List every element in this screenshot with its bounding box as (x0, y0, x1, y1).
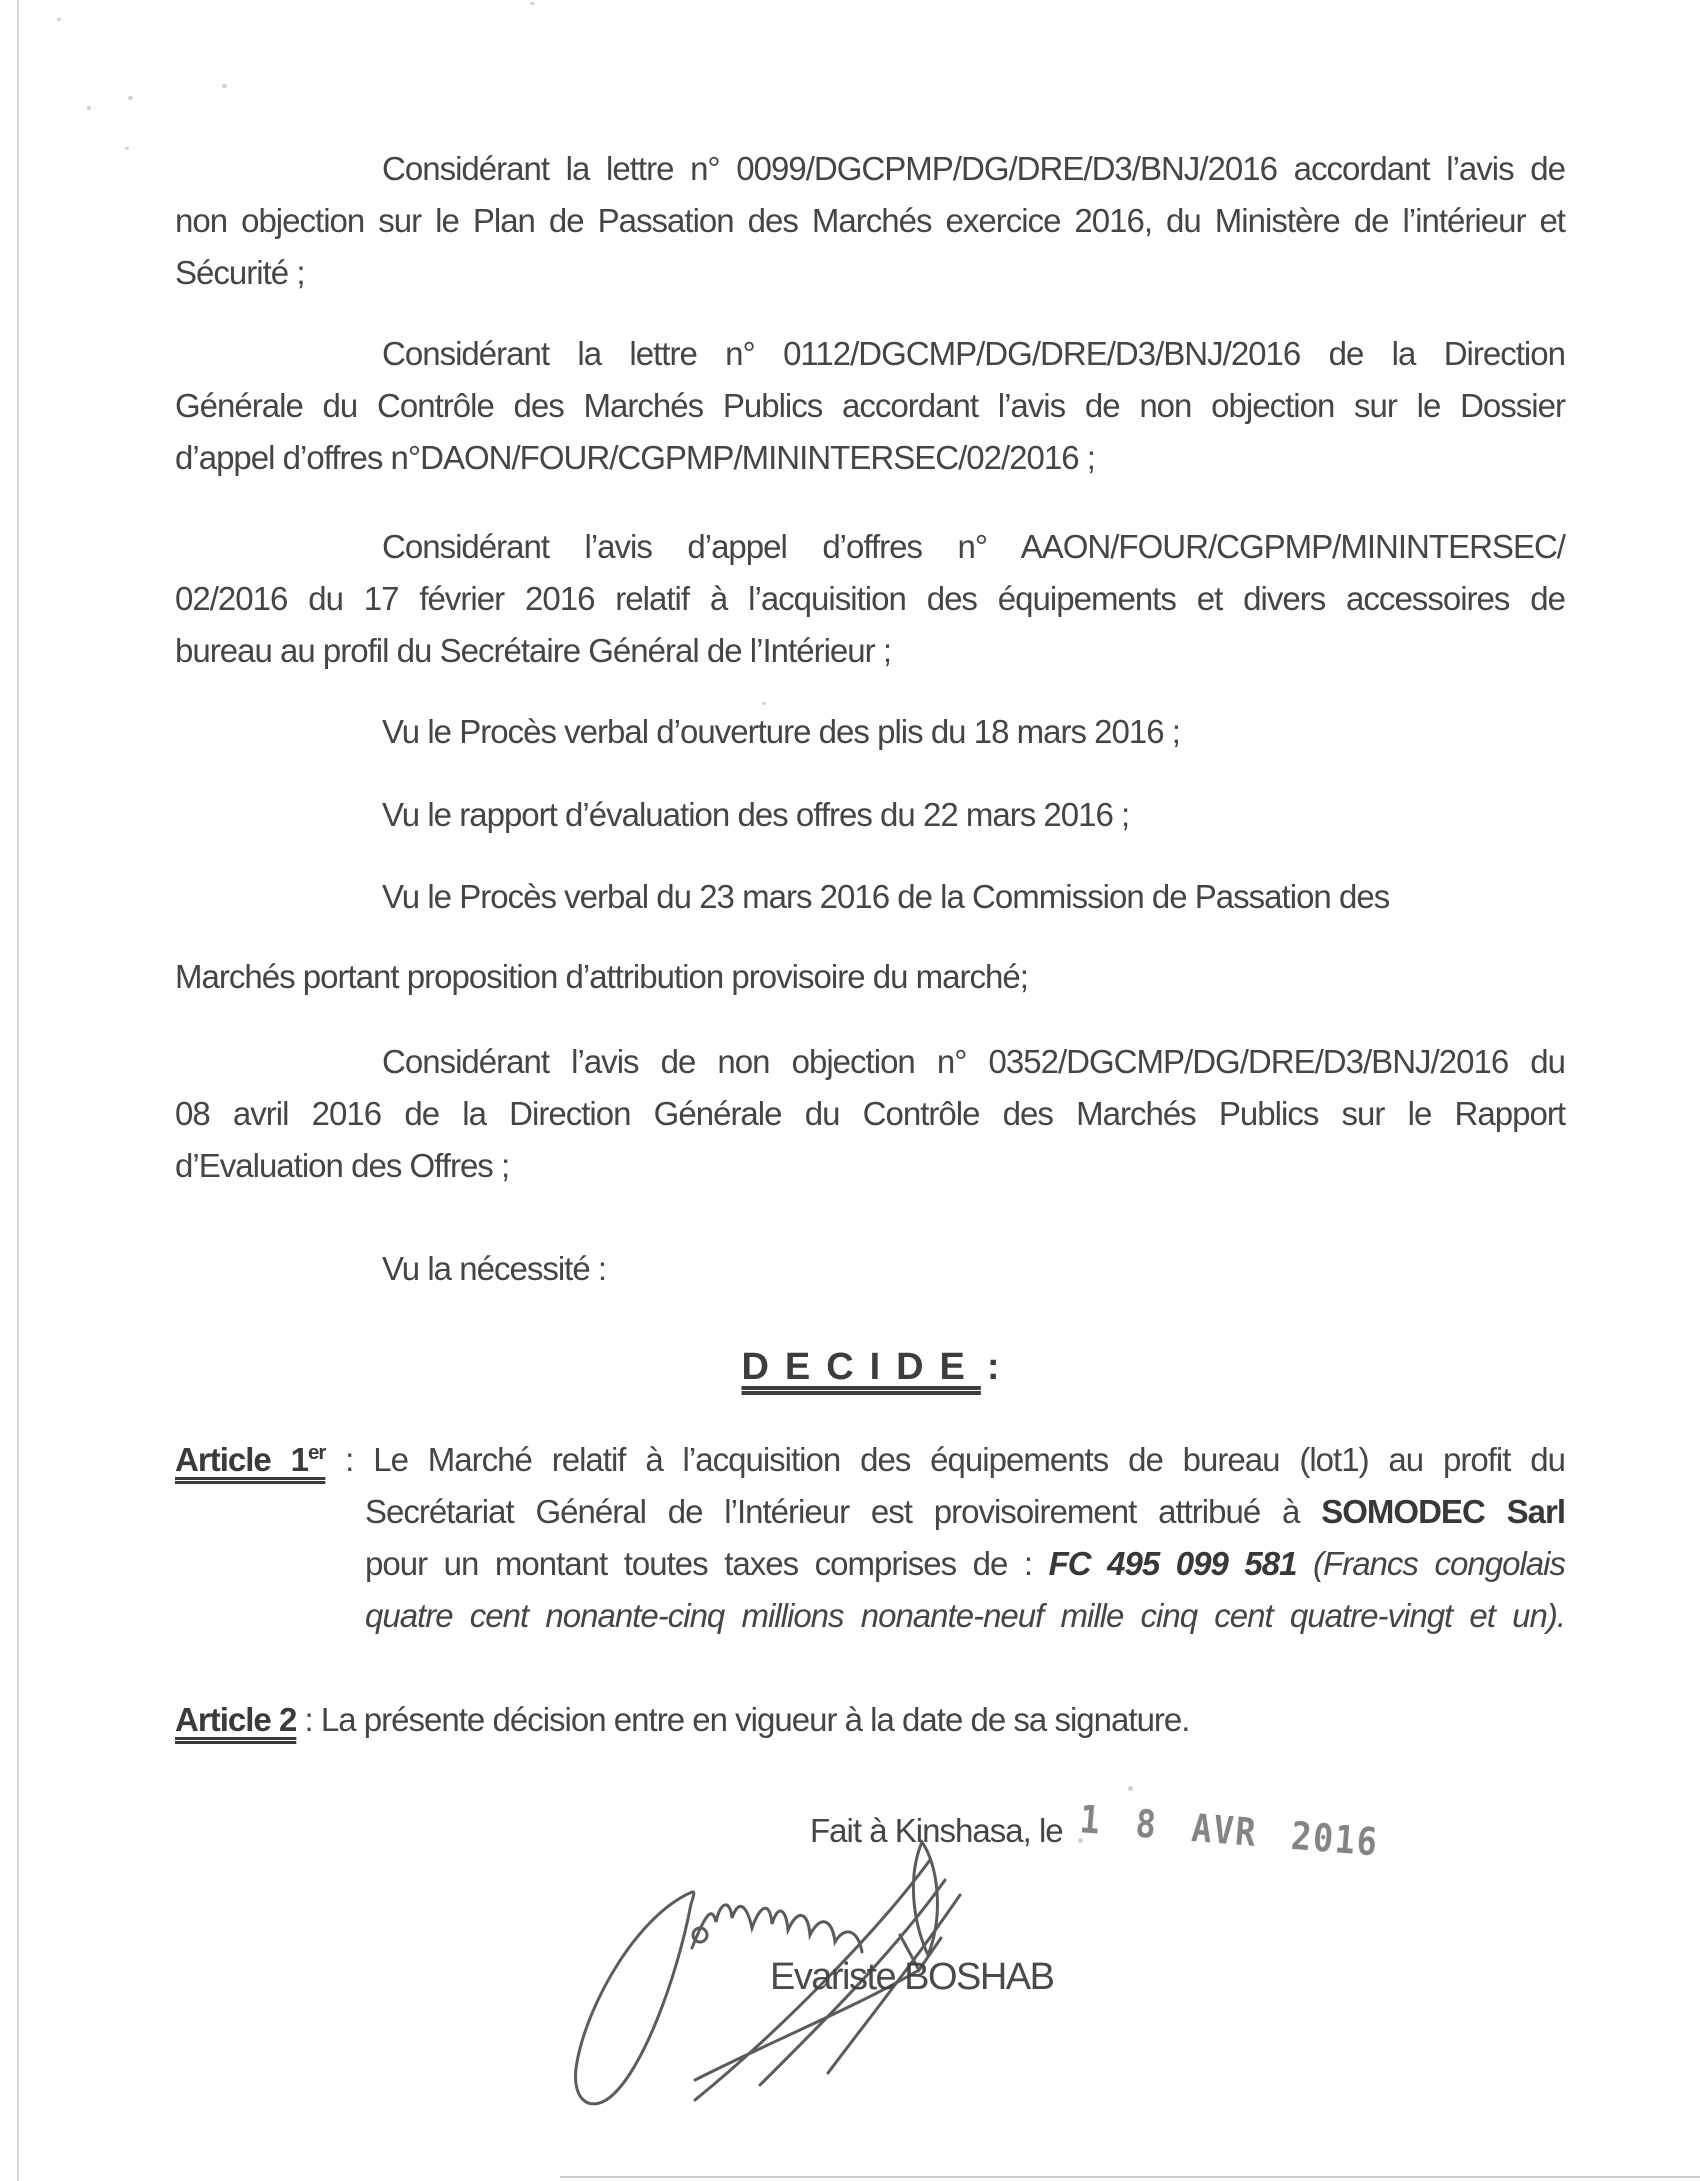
text-line: 08 avril 2016 de la Direction Générale du Contrôle des Marchés Publics sur le Rapport (175, 1095, 1565, 1132)
text-line: Sécurité ; (175, 254, 305, 291)
text-line: Vu le Procès verbal du 23 mars 2016 de la Commission de Passation des (382, 878, 1390, 915)
text-line: non objection sur le Plan de Passation des Marchés exercice 2016, du Ministère de l’intérieur et (175, 202, 1565, 239)
paragraph-considerant-0112 (175, 328, 1565, 484)
article-1-label: Article 1er (175, 1441, 326, 1478)
text-line: Considérant l’avis de non objection n° 0352/DGCMP/DG/DRE/D3/BNJ/2016 du (382, 1043, 1565, 1080)
decide-label: DECIDE (741, 1346, 981, 1388)
text-line: Vu le rapport d’évaluation des offres du 22 mars 2016 ; (382, 796, 1130, 833)
signatory-name: Evariste BOSHAB (770, 1956, 1054, 1998)
text-line: Considérant l’avis d’appel d’offres n° AAON/FOUR/CGPMP/MININTERSEC/ (382, 528, 1565, 565)
text-line: quatre cent nonante-cinq millions nonante-neuf mille cinq cent quatre-vingt et un). (365, 1597, 1565, 1634)
decide-heading (175, 1341, 1565, 1394)
paragraph-vu-necessite (175, 1243, 1565, 1295)
text-line: Considérant la lettre n° 0112/DGCMP/DG/DRE/D3/BNJ/2016 de la Direction (382, 335, 1565, 372)
paragraph-considerant-0099 (175, 143, 1565, 299)
date-stamp: 1 8 AVR 2016 (1077, 1797, 1380, 1865)
text-line: Marchés portant proposition d’attribution provisoire du marché; (175, 958, 1028, 995)
paragraph-vu-commission-suite (175, 951, 1565, 1003)
text-line: pour un montant toutes taxes comprises de : FC 495 099 581 (Francs congolais (365, 1545, 1565, 1582)
paragraph-vu-rapport (175, 789, 1565, 841)
place-date-text: Fait à Kinshasa, le (810, 1812, 1063, 1849)
text-line: bureau au profil du Secrétaire Général de l’Intérieur ; (175, 632, 891, 669)
scan-edge-line-bottom (560, 2176, 1700, 2178)
paragraph-considerant-0352 (175, 1036, 1565, 1192)
article-2-label: Article 2 (175, 1701, 297, 1738)
text-line: Vu la nécessité : (382, 1250, 607, 1287)
paragraph-considerant-aaon (175, 521, 1565, 677)
text-line: d’appel d’offres n°DAON/FOUR/CGPMP/MININTERSEC/02/2016 ; (175, 439, 1095, 476)
decide-colon: : (986, 1346, 999, 1388)
article-2 (175, 1694, 1565, 1746)
awardee-name: SOMODEC Sarl (1321, 1493, 1565, 1530)
text-line: 02/2016 du 17 février 2016 relatif à l’acquisition des équipements et divers accessoires de (175, 580, 1565, 617)
paragraph-vu-ouverture (175, 706, 1565, 758)
text-line: Article 2 : La présente décision entre en vigueur à la date de sa signature. (175, 1701, 1190, 1738)
text-line: Article 1er : Le Marché relatif à l’acquisition des équipements de bureau (lot1) au profit du (175, 1441, 1565, 1478)
text-line: Générale du Contrôle des Marchés Publics accordant l’avis de non objection sur le Dossier (175, 387, 1565, 424)
text-line: Vu le Procès verbal d’ouverture des plis du 18 mars 2016 ; (382, 713, 1180, 750)
place-date-line (810, 1797, 1565, 1865)
paragraph-vu-commission (175, 871, 1565, 923)
text-line: Secrétariat Général de l’Intérieur est provisoirement attribué à SOMODEC Sarl (365, 1493, 1565, 1530)
article-1 (175, 1427, 1565, 1642)
text-line: Considérant la lettre n° 0099/DGCPMP/DG/DRE/D3/BNJ/2016 accordant l’avis de (382, 150, 1565, 187)
text-line: d’Evaluation des Offres ; (175, 1147, 510, 1184)
contract-amount: FC 495 099 581 (1048, 1545, 1314, 1582)
